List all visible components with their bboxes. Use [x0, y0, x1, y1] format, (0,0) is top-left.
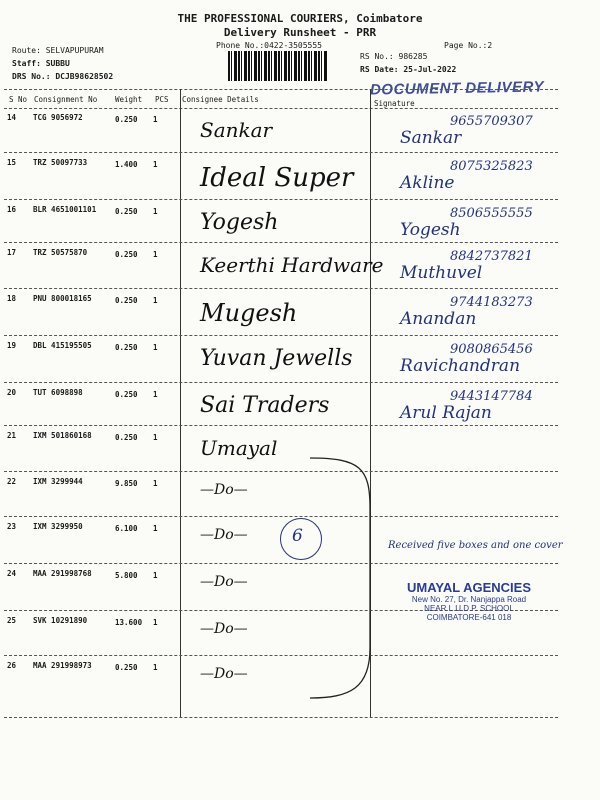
circled-count: 6 — [292, 526, 303, 546]
row-pcs: 1 — [153, 160, 158, 169]
row-pcs: 1 — [153, 479, 158, 488]
row-separator — [4, 288, 558, 289]
row-phone: 9080865456 — [450, 342, 533, 357]
col-consignment: Consignment No — [34, 95, 98, 104]
row-consignee-name: Sai Traders — [200, 393, 330, 418]
phone-number: Phone No.:0422-3505555 — [216, 41, 322, 50]
row-weight: 0.250 — [115, 663, 138, 672]
row-pcs: 1 — [153, 618, 158, 627]
row-weight: 9.850 — [115, 479, 138, 488]
group-brace — [300, 448, 380, 708]
row-pcs: 1 — [153, 115, 158, 124]
row-consignee-name: Yuvan Jewells — [200, 346, 353, 371]
row-signature: Sankar — [400, 128, 462, 148]
row-weight: 5.800 — [115, 571, 138, 580]
row-consignee-name: Ideal Super — [200, 163, 354, 193]
row-separator — [4, 382, 558, 383]
agency-name: UMAYAL AGENCIES — [406, 580, 531, 595]
col-sno: S No — [9, 95, 28, 104]
row-weight: 0.250 — [115, 207, 138, 216]
row-weight: 0.250 — [115, 433, 138, 442]
row-consignee-name: —Do— — [200, 574, 248, 590]
row-separator — [4, 563, 558, 564]
row-separator — [4, 471, 558, 472]
row-consignee-name: Sankar — [200, 118, 273, 142]
row-weight: 6.100 — [115, 524, 138, 533]
row-consignee-name: Keerthi Hardware — [200, 253, 384, 277]
row-consignment: SVK 10291890 — [33, 616, 88, 625]
row-weight: 13.600 — [115, 618, 143, 627]
row-phone: 8506555555 — [450, 206, 533, 221]
row-phone: 9443147784 — [450, 389, 533, 404]
row-separator — [4, 655, 558, 656]
row-phone: 9744183273 — [450, 295, 533, 310]
agency-address-line1: New No. 27, Dr. Nanjappa Road — [411, 595, 527, 604]
row-sno: 25 — [7, 616, 17, 625]
row-weight: 0.250 — [115, 343, 138, 352]
row-phone: 9655709307 — [450, 114, 533, 129]
row-weight: 0.250 — [115, 115, 138, 124]
row-pcs: 1 — [153, 663, 158, 672]
drs-number: DRS No.: DCJB98628502 — [12, 72, 114, 81]
row-separator — [4, 335, 558, 336]
row-consignee-name: Mugesh — [200, 299, 298, 327]
row-weight: 0.250 — [115, 250, 138, 259]
row-separator — [4, 152, 558, 153]
row-consignment: TUT 6098898 — [33, 388, 83, 397]
row-phone: 8075325823 — [450, 159, 533, 174]
row-consignee-name: —Do— — [200, 621, 248, 637]
row-pcs: 1 — [153, 343, 158, 352]
row-signature: Yogesh — [400, 220, 461, 240]
row-consignment: IXM 3299950 — [33, 522, 83, 531]
row-separator — [4, 242, 558, 243]
company-title: THE PROFESSIONAL COURIERS, Coimbatore — [177, 12, 423, 25]
received-note: Received five boxes and one cover — [388, 540, 563, 551]
row-sno: 15 — [7, 158, 17, 167]
agency-address-line3: COIMBATORE-641 018 — [426, 613, 512, 622]
row-signature: Ravichandran — [400, 356, 521, 376]
consignee-column-line — [180, 89, 181, 717]
row-phone: 8842737821 — [450, 249, 533, 264]
col-signature: Signature — [374, 99, 415, 108]
rs-date: RS Date: 25-Jul-2022 — [360, 65, 457, 74]
row-signature: Arul Rajan — [400, 403, 492, 423]
row-signature: Anandan — [400, 309, 477, 329]
row-consignment: BLR 4651001101 — [33, 205, 97, 214]
page-number: Page No.:2 — [444, 41, 493, 50]
agency-stamp — [384, 580, 554, 622]
header-rule-top — [4, 89, 558, 90]
row-separator — [4, 199, 558, 200]
row-pcs: 1 — [153, 207, 158, 216]
row-pcs: 1 — [153, 390, 158, 399]
row-sno: 20 — [7, 388, 17, 397]
row-weight: 0.250 — [115, 390, 138, 399]
col-pcs: PCS — [155, 95, 169, 104]
row-sno: 19 — [7, 341, 17, 350]
col-consignee: Consignee Details — [182, 95, 259, 104]
row-consignment: IXM 3299944 — [33, 477, 83, 486]
row-pcs: 1 — [153, 250, 158, 259]
row-signature: Muthuvel — [400, 263, 483, 283]
row-consignee-name: Yogesh — [200, 210, 279, 235]
row-separator — [4, 516, 558, 517]
sheet-title: Delivery Runsheet - PRR — [223, 26, 377, 39]
row-consignment: PNU 800018165 — [33, 294, 92, 303]
row-pcs: 1 — [153, 296, 158, 305]
row-consignment: MAA 291998973 — [33, 661, 92, 670]
row-weight: 0.250 — [115, 296, 138, 305]
row-weight: 1.400 — [115, 160, 138, 169]
row-sno: 14 — [7, 113, 17, 122]
agency-address-line2: NEAR L.U.D.P. SCHOOL — [424, 604, 514, 613]
row-pcs: 1 — [153, 433, 158, 442]
row-sno: 18 — [7, 294, 17, 303]
row-signature: Akline — [400, 173, 455, 193]
route: Route: SELVAPUPURAM — [12, 46, 104, 55]
row-separator — [4, 425, 558, 426]
row-consignment: DBL 415195505 — [33, 341, 92, 350]
staff: Staff: SUBBU — [12, 59, 70, 68]
row-consignee-name: —Do— — [200, 666, 248, 682]
row-consignee-name: —Do— — [200, 527, 248, 543]
row-consignment: TRZ 50575870 — [33, 248, 88, 257]
col-weight: Weight — [115, 95, 143, 104]
row-sno: 24 — [7, 569, 17, 578]
row-consignment: TCG 9056972 — [33, 113, 83, 122]
header-rule-bottom — [4, 108, 558, 109]
row-separator — [4, 717, 558, 718]
row-sno: 21 — [7, 431, 17, 440]
row-pcs: 1 — [153, 571, 158, 580]
row-consignee-name: —Do— — [200, 482, 248, 498]
row-consignment: MAA 291998768 — [33, 569, 92, 578]
row-consignment: TRZ 50097733 — [33, 158, 88, 167]
row-sno: 16 — [7, 205, 17, 214]
row-pcs: 1 — [153, 524, 158, 533]
row-sno: 26 — [7, 661, 17, 670]
row-sno: 17 — [7, 248, 17, 257]
document-delivery-stamp: DOCUMENT DELIVERY — [369, 78, 545, 99]
barcode-icon — [228, 51, 328, 81]
rs-number: RS No.: 986285 — [360, 52, 428, 61]
row-sno: 22 — [7, 477, 17, 486]
row-consignee-name: Umayal — [200, 436, 278, 460]
row-sno: 23 — [7, 522, 17, 531]
row-consignment: IXM 501860168 — [33, 431, 92, 440]
